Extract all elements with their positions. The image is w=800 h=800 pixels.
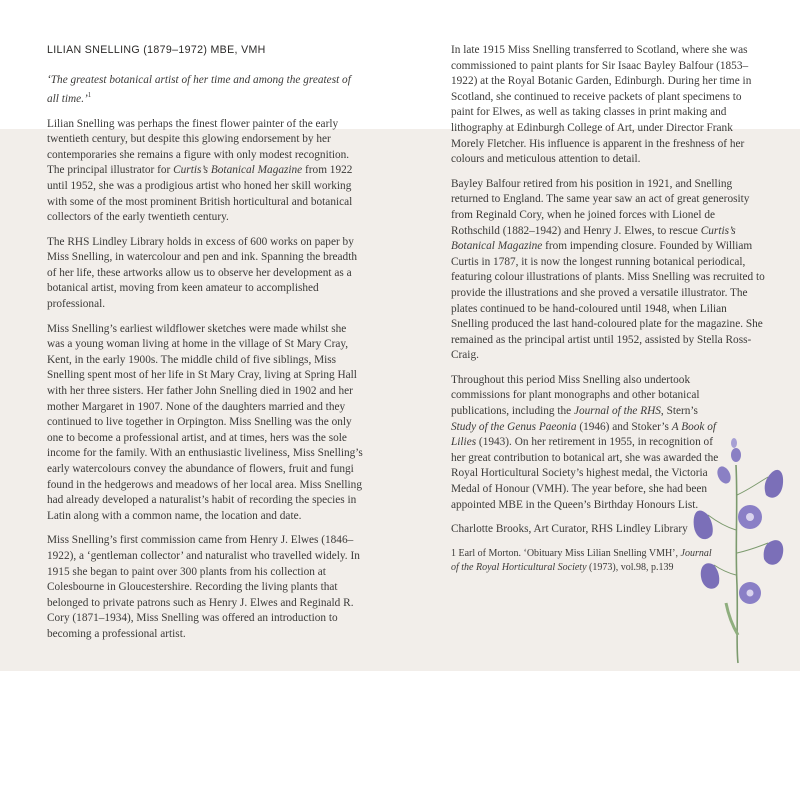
publication-title: Journal of the RHS <box>574 405 661 418</box>
paragraph-text: from impending closure. Founded by William Curtis in 1787, it is now the longest running botanical periodical, featuring colour illustrations of plants. Miss Snelling was recruited to provide the illustrations and she proved a versatile illustrator. The plates continued to be hand-coloured until 1948, when Lilian Snelling produced the last hand-coloured plate for the magazine. She remained as the principal artist until 1952, assisted by Stella Ross-Craig. <box>451 240 765 362</box>
left-page <box>47 43 364 652</box>
page-heading: LILIAN SNELLING (1879–1972) MBE, VMH <box>47 44 266 56</box>
publication-title: Curtis’s Botanical Magazine <box>173 164 303 177</box>
publication-title: A Book of Lilies <box>451 420 717 449</box>
stem <box>708 465 768 663</box>
publication-title: Curtis’s Botanical Magazine <box>451 224 736 253</box>
epigraph-quote <box>47 73 364 108</box>
footnote-text: 1 Earl of Morton. ‘Obituary Miss Lilian Snelling VMH’, <box>451 547 681 559</box>
paragraph-curtis <box>451 177 766 364</box>
paragraph-text: Lilian Snelling was perhaps the finest flower painter of the early twentieth century, but despite this glowing endorsement by her contemporaries she remains a figure with only modest recognition. The principal illustrator for <box>47 117 350 177</box>
flower-bells <box>694 470 784 604</box>
publication-title: Study of the Genus Paeonia <box>451 420 577 433</box>
paragraph-text: from 1922 until 1952, she was a prodigious artist who honed her skill working with some of the most prominent British horticultural and botanical collectors of the early twentieth century. <box>47 164 353 224</box>
paragraph-text: (1946) and Stoker’s <box>576 420 672 433</box>
bellflower-illustration-icon <box>688 435 788 665</box>
paragraph-text: Throughout this period Miss Snelling also undertook commissions for plant monographs and other botanical publications, including the <box>451 373 700 418</box>
quote-text: ‘The greatest botanical artist of her time and among the greatest of all time.’ <box>47 73 351 105</box>
paragraph-first-commission: Miss Snelling’s first commission came from Henry J. Elwes (1846–1922), a ‘gentleman collector’ and naturalist who travelled widely. In 1915 she began to paint over 300 plants from his collection at Colesbourne in Gloucestershire. Recording the living plants that belonged to private patrons such as Henry J. Elwes and Reginald R. Cory (1871–1934), Miss Snelling was offered an introduction to becoming a professional artist. <box>47 534 360 640</box>
author-signature: Charlotte Brooks, Art Curator, RHS Lindley Library <box>451 523 688 536</box>
paragraph-intro <box>47 117 364 226</box>
paragraph-early-life: Miss Snelling’s earliest wildflower sketches were made whilst she was a young woman living at home in the village of St Mary Cray, Kent, in the early 1900s. The middle child of five siblings, Miss Snelling spent most of her life in St Mary Cray, living at Spring Hall with her three sisters. Her father John Snelling died in 1902 and her mother Margaret in 1907. None of the daughters married and they continued to live together in Orpington. Miss Snelling was the only one to become a professional artist, and at times, hers was the sole income for the family. With an enthusiastic liveliness, Miss Snelling’s early watercolours convey the abundance of flowers, fruit and fungi found in the hedgerows and meadows of her local area. Miss Snelling had already developed a naturalist’s habit of recording the species in Latin along with a common name, the location and date. <box>47 322 363 522</box>
paragraph-library: The RHS Lindley Library holds in excess of 600 works on paper by Miss Snelling, in watercolour and pen and ink. Spanning the breadth of her life, these artworks allow us to observe her development as a botanical artist, moving from keen amateur to accomplished professional. <box>47 235 357 311</box>
footnote-text: (1973), vol.98, p.139 <box>586 562 674 574</box>
paragraph-scotland: In late 1915 Miss Snelling transferred to Scotland, where she was commissioned to paint plants for Sir Isaac Bayley Balfour (1853–1922) at the Royal Botanic Garden, Edinburgh. During her time in Scotland, she continued to receive packets of plant specimens to paint for Elwes, as well as taking classes in print making and lithography at Edinburgh College of Art, under Director Frank Morely Fletcher. His influence is apparent in the freshness of her colours and meticulous attention to detail. <box>451 44 752 166</box>
publication-title: Journal of the Royal Horticultural Society <box>451 547 712 574</box>
paragraph-text: Bayley Balfour retired from his position in 1921, and Snelling returned to England. The same year saw an act of great generosity from Reginald Cory, when he joined forces with Lionel de Rothschild (1882–1942) and Henry J. Elwes, to rescue <box>451 177 750 237</box>
paragraph-text: (1943). On her retirement in 1955, in recognition of her great contribution to botanical art, she was awarded the Royal Horticultural Society’s highest medal, the Victoria Medal of Honour (VMH). The year before, she had been appointed MBE in the Queen’s Birthday Honours List. <box>451 436 719 511</box>
footnote <box>451 547 721 576</box>
paragraph-text: , Stern’s <box>660 405 698 418</box>
paragraph-monographs <box>451 373 721 513</box>
footnote-ref: 1 <box>87 91 92 100</box>
